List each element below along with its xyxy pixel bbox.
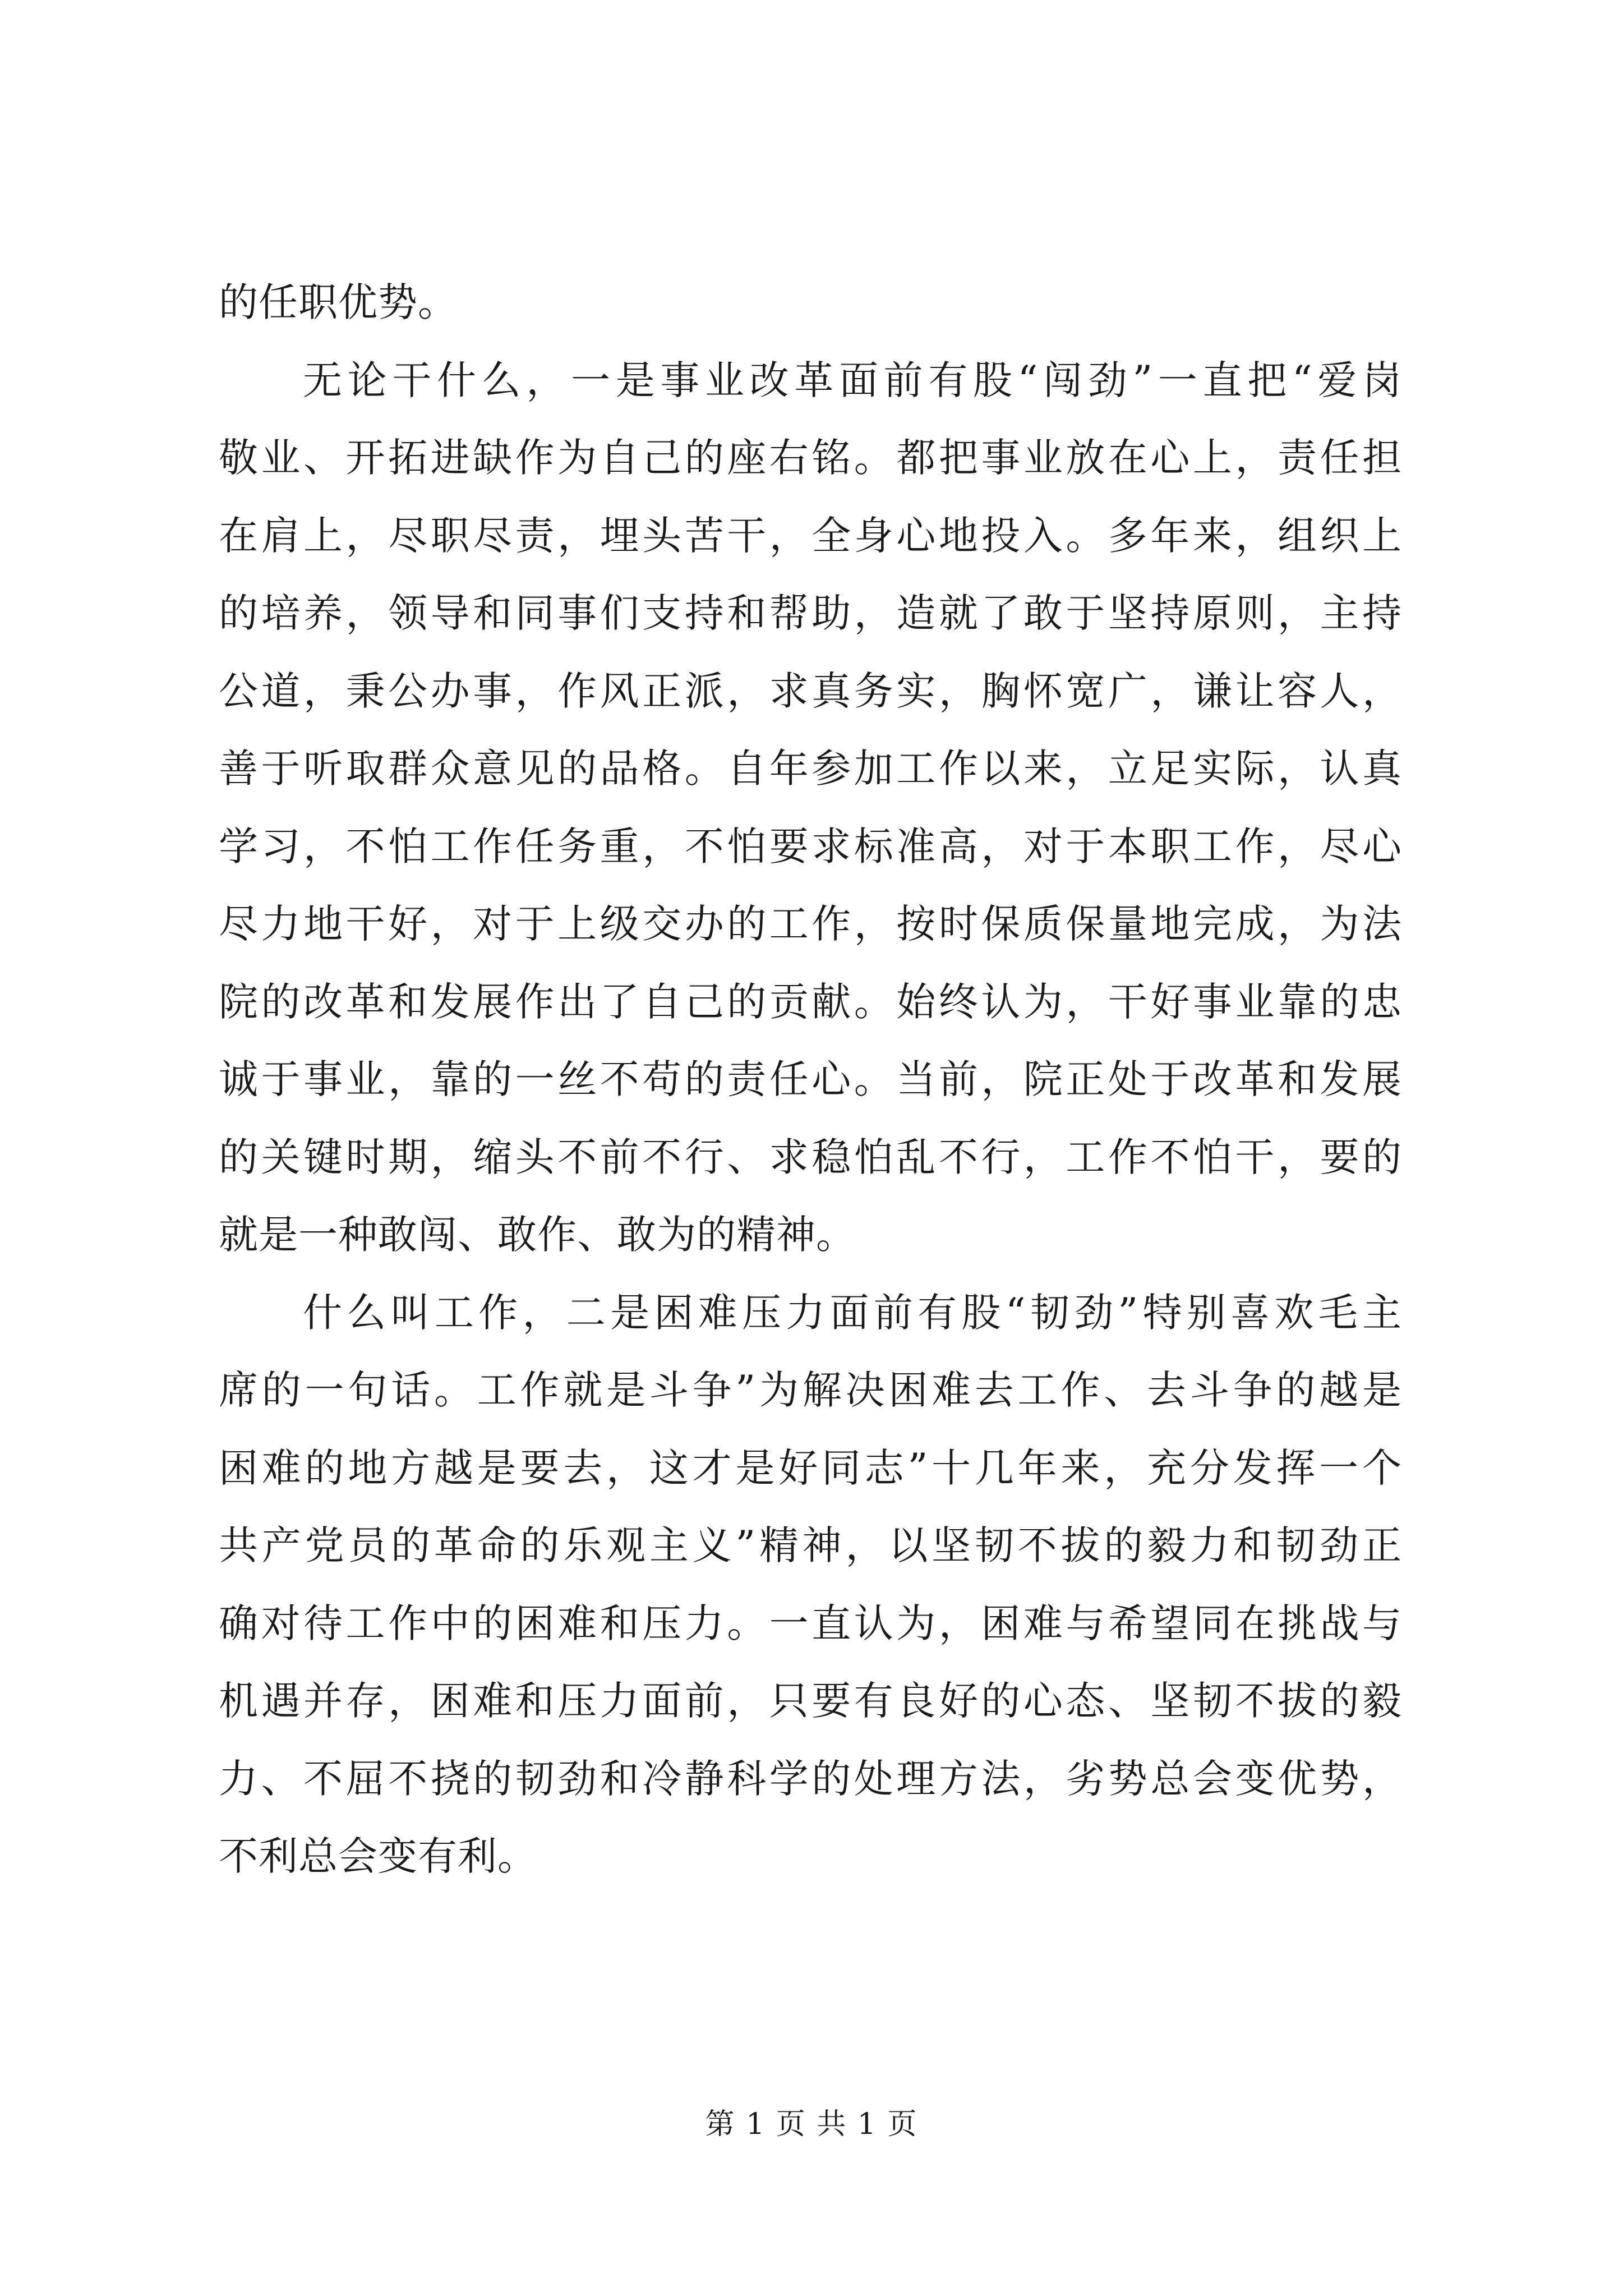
text-line: 的培养，领导和同事们支持和帮助，造就了敢于坚持原则，主持 (219, 590, 1402, 636)
text-line: 善于听取群众意见的品格。自年参加工作以来，立足实际，认真 (219, 746, 1402, 792)
text-line: 在肩上，尽职尽责，埋头苦干，全身心地投入。多年来，组织上 (219, 512, 1402, 559)
text-line: 的关键时期，缩头不前不行、求稳怕乱不行，工作不怕干，要的 (219, 1134, 1402, 1180)
text-line: 的任职优势。 (219, 279, 458, 325)
document-body (219, 264, 1402, 1895)
text-line: 敬业、开拓进缺作为自己的座右铭。都把事业放在心上，责任担 (219, 435, 1402, 481)
text-line: 不利总会变有利。 (219, 1833, 537, 1879)
text-line: 席的一句话。工作就是斗争”为解决困难去工作、去斗争的越是 (219, 1367, 1402, 1413)
paragraph-first-line: 什么叫工作，二是困难压力面前有股“韧劲”特别喜欢毛主 (303, 1289, 1402, 1336)
text-line: 就是一种敢闯、敢作、敢为的精神。 (219, 1212, 856, 1258)
text-line: 机遇并存，困难和压力面前，只要有良好的心态、坚韧不拔的毅 (219, 1678, 1402, 1724)
text-line: 困难的地方越是要去，这才是好同志”十几年来，充分发挥一个 (219, 1444, 1402, 1491)
page-number-footer: 第 1 页 共 1 页 (705, 2108, 918, 2141)
text-line: 力、不屈不挠的韧劲和冷静科学的处理方法，劣势总会变优势， (219, 1755, 1402, 1802)
text-line: 尽力地干好，对于上级交办的工作，按时保质保量地完成，为法 (219, 901, 1402, 947)
text-line: 确对待工作中的困难和压力。一直认为，困难与希望同在挑战与 (219, 1600, 1402, 1646)
text-line: 学习，不怕工作任务重，不怕要求标准高，对于本职工作，尽心 (219, 823, 1402, 869)
text-line: 公道，秉公办事，作风正派，求真务实，胸怀宽广，谦让容人， (219, 668, 1402, 714)
text-line: 共产党员的革命的乐观主义”精神，以坚韧不拔的毅力和韧劲正 (219, 1522, 1402, 1568)
text-line: 院的改革和发展作出了自己的贡献。始终认为，干好事业靠的忠 (219, 978, 1402, 1025)
text-line: 诚于事业，靠的一丝不苟的责任心。当前，院正处于改革和发展 (219, 1056, 1402, 1102)
paragraph-first-line: 无论干什么，一是事业改革面前有股“闯劲”一直把“爱岗 (303, 357, 1402, 403)
